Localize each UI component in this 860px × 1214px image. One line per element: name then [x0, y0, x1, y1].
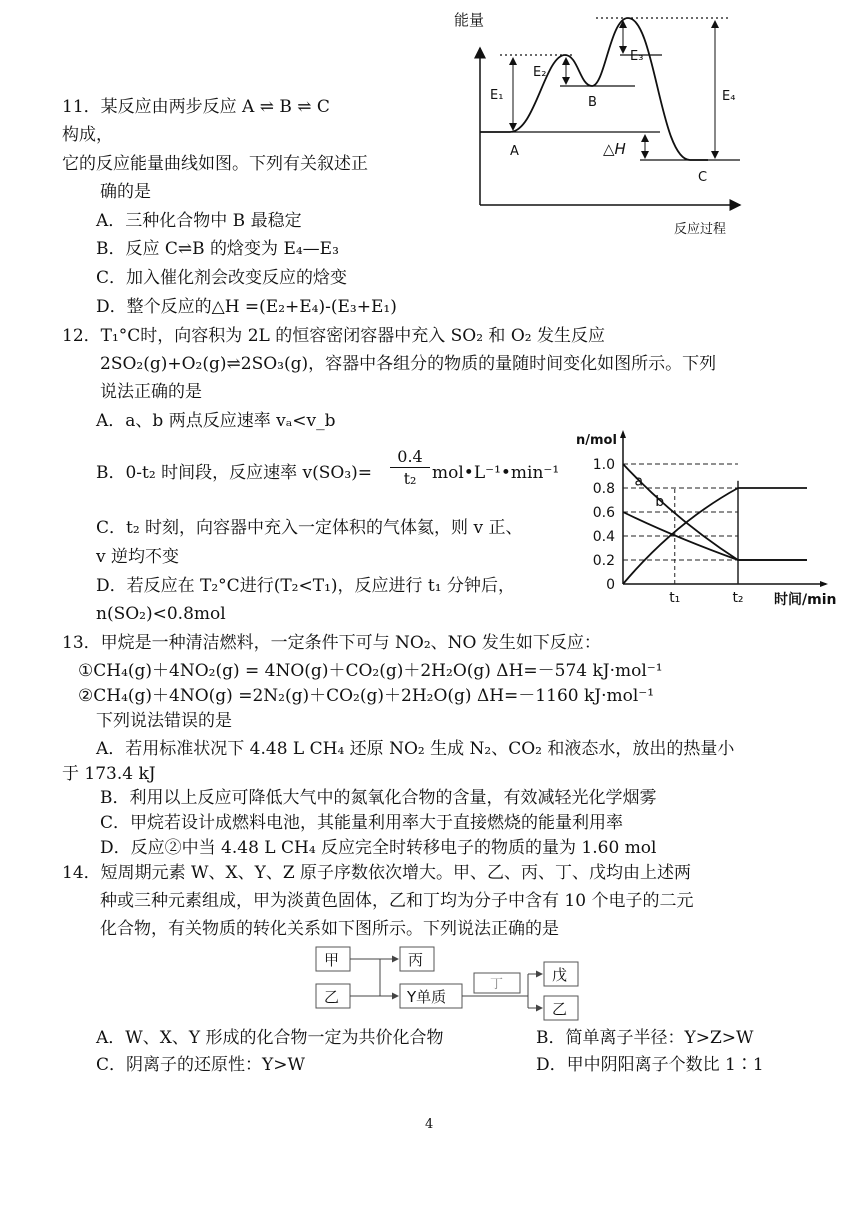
q11-option-b: B．反应 C⇌B 的焓变为 E₄—E₃: [96, 239, 339, 259]
energy-curve: [480, 18, 708, 160]
flow-yi: 乙: [324, 988, 340, 1006]
q12-option-b-prefix: B．0-t₂ 时间段，反应速率 v(SO₃)=: [96, 463, 373, 483]
x-tick-label: t₁: [669, 590, 681, 606]
flow-jia: 甲: [324, 951, 340, 969]
q12-option-b-fraction: [390, 447, 430, 490]
q12-option-c-line2: v 逆均不变: [96, 547, 180, 567]
q14-stem-line2: 种或三种元素组成，甲为淡黄色固体，乙和丁均为分子中含有 10 个电子的二元: [100, 891, 694, 911]
page-number: 4: [425, 1117, 434, 1132]
q13-stem-line1: 13．甲烷是一种清洁燃料，一定条件下可与 NO₂、NO 发生如下反应：: [62, 633, 601, 653]
label-e3: E₃: [630, 49, 644, 64]
q11-option-a: A．三种化合物中 B 最稳定: [96, 211, 302, 231]
flow-y-element: Y单质: [407, 988, 447, 1006]
y-tick-label: 1.0: [592, 457, 615, 473]
y-axis-label: n/mol: [576, 433, 617, 448]
q11-option-c: C．加入催化剂会改变反应的焓变: [96, 268, 348, 288]
q12-stem-line2: 2SO₂(g)+O₂(g)⇌2SO₃(g)，容器中各组分的物质的量随时间变化如图所示。下列: [100, 354, 717, 374]
q12-option-d-line2: n(SO₂)<0.8mol: [96, 604, 226, 624]
label-e1: E₁: [490, 88, 504, 103]
q13-equation-2: ②CH₄(g)＋4NO(g) =2N₂(g)＋CO₂(g)＋2H₂O(g) ΔH=－1160 kJ·mol⁻¹: [78, 686, 655, 706]
label-e4: E₄: [722, 89, 736, 104]
q12-option-c-line1: C．t₂ 时刻，向容器中充入一定体积的气体氦，则 v 正、: [96, 518, 523, 538]
q13-option-b: B．利用以上反应可降低大气中的氮氧化合物的含量，有效减轻光化学烟雾: [100, 788, 657, 808]
energy-x-label: 反应过程: [674, 222, 727, 237]
flow-bing: 丙: [408, 951, 424, 969]
q13-option-d: D．反应②中当 4.48 L CH₄ 反应完全时转移电子的物质的量为 1.60 mol: [100, 838, 657, 858]
q11-stem-line3: 它的反应能量曲线如图。下列有关叙述正: [62, 154, 368, 174]
label-a: A: [510, 144, 519, 159]
y-tick-label: 0.2: [592, 553, 615, 569]
amount-time-chart: [568, 428, 844, 608]
x-tick-label: t₂: [732, 590, 744, 606]
y-tick-label: 0.8: [592, 481, 615, 497]
q14-option-a: A．W、X、Y 形成的化合物一定为共价化合物: [96, 1028, 444, 1048]
q12-stem-line1: 12．T₁°C时，向容积为 2L 的恒容密闭容器中充入 SO₂ 和 O₂ 发生反应: [62, 326, 605, 346]
label-b: B: [588, 95, 597, 110]
energy-y-label: 能量: [454, 11, 485, 29]
y-tick-label: 0.6: [592, 505, 615, 521]
fraction-numerator: 0.4: [390, 447, 430, 468]
x-axis-label: 时间/min: [774, 592, 837, 608]
y-tick-label: 0.4: [592, 529, 615, 545]
q12-option-a: A．a、b 两点反应速率 vₐ<v_b: [96, 411, 336, 431]
q12-stem-line3: 说法正确的是: [100, 382, 202, 402]
q11-stem-line1: 11．某反应由两步反应 A ⇌ B ⇌ C: [62, 97, 330, 117]
q12-option-b-suffix: mol•L⁻¹•min⁻¹: [432, 463, 560, 483]
q14-option-b: B．简单离子半径：Y>Z>W: [536, 1028, 754, 1048]
flow-yi-product: 乙: [552, 1000, 568, 1018]
q13-option-c: C．甲烷若设计成燃料电池，其能量利用率大于直接燃烧的能量利用率: [100, 813, 624, 833]
q14-option-c: C．阴离子的还原性：Y>W: [96, 1055, 305, 1075]
fraction-denominator: t₂: [403, 469, 417, 488]
flow-wu: 戊: [552, 966, 568, 984]
conversion-flow-diagram: [312, 944, 582, 1022]
q11-stem-line4: 确的是: [100, 182, 151, 202]
point-label-b: b: [655, 494, 665, 510]
q11-option-d: D．整个反应的△H =(E₂+E₄)-(E₃+E₁): [96, 297, 397, 317]
label-c: C: [698, 170, 708, 185]
q14-stem-line1: 14．短周期元素 W、X、Y、Z 原子序数依次增大。甲、乙、丙、丁、戊均由上述两: [62, 863, 692, 883]
q13-equation-1: ①CH₄(g)＋4NO₂(g) = 4NO(g)＋CO₂(g)＋2H₂O(g) ΔH=－574 kJ·mol⁻¹: [78, 661, 663, 681]
flow-ding: 丁: [490, 977, 504, 992]
label-e2: E₂: [533, 65, 547, 80]
q13-option-a-line1: A．若用标准状况下 4.48 L CH₄ 还原 NO₂ 生成 N₂、CO₂ 和液态水，放出的热量小: [96, 739, 735, 759]
label-delta-h: △H: [603, 140, 626, 158]
q12-option-d-line1: D．若反应在 T₂°C进行(T₂<T₁)，反应进行 t₁ 分钟后，: [96, 576, 515, 596]
energy-diagram: [440, 0, 760, 245]
q13-option-a-line2: 于 173.4 kJ: [62, 764, 156, 784]
q13-stem-line2: 下列说法错误的是: [96, 711, 232, 731]
q14-stem-line3: 化合物，有关物质的转化关系如下图所示。下列说法正确的是: [100, 919, 559, 939]
q14-option-d: D．甲中阴阳离子个数比 1∶1: [536, 1055, 764, 1075]
q11-stem-line2: 构成，: [62, 125, 113, 145]
point-label-a: a: [634, 473, 644, 490]
y-tick-label: 0: [606, 577, 615, 593]
